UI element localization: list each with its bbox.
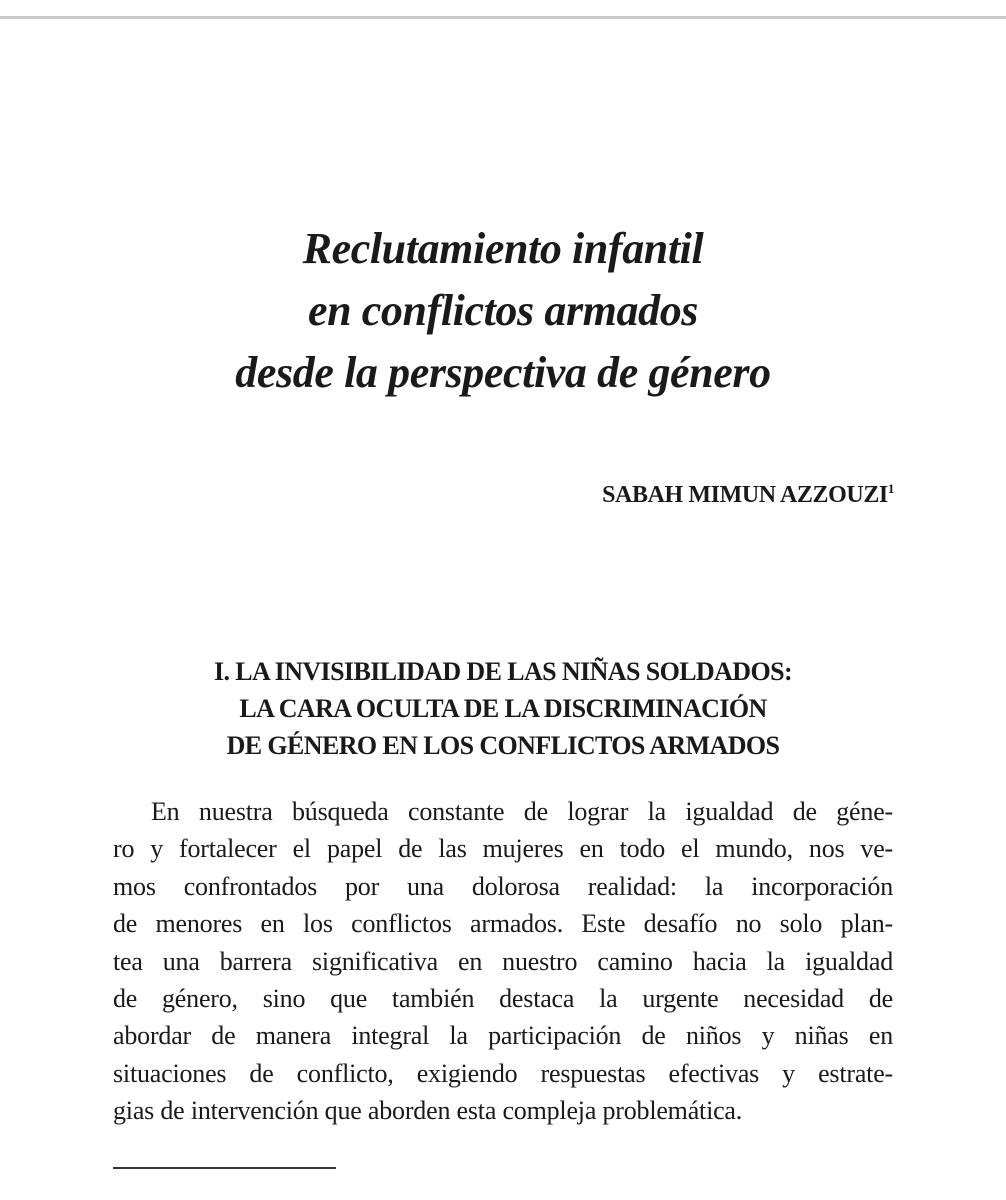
title-line: en conflictos armados bbox=[307, 286, 699, 335]
heading-line: LA CARA OCULTA DE LA DISCRIMINACIÓN bbox=[239, 694, 767, 723]
chapter-title bbox=[0, 218, 1006, 404]
paragraph-line: de menores en los conflictos armados. Este desafío no solo plan- bbox=[113, 909, 893, 939]
paragraph-line: de género, sino que también destaca la urgente necesidad de bbox=[113, 984, 893, 1014]
section-heading bbox=[0, 653, 1006, 764]
paragraph-line: situaciones de conflicto, exigiendo respuestas efectivas y estrate- bbox=[113, 1058, 893, 1088]
paragraph-line: abordar de manera integral la participación de niños y niñas en bbox=[113, 1021, 893, 1051]
heading-line: I. LA INVISIBILIDAD DE LAS NIÑAS SOLDADOS: bbox=[213, 657, 793, 686]
title-line: Reclutamiento infantil bbox=[302, 224, 704, 273]
author-name: SABAH MIMUN AZZOUZI bbox=[602, 482, 888, 508]
paragraph-line: tea una barrera significativa en nuestro camino hacia la igualdad bbox=[113, 946, 893, 976]
author-footnote-marker: 1 bbox=[887, 481, 894, 496]
paragraph-line: mos confrontados por una dolorosa realidad: la incorporación bbox=[113, 871, 893, 901]
author-byline bbox=[602, 482, 894, 509]
body-paragraph bbox=[113, 793, 893, 1130]
paragraph-line: gias de intervención que aborden esta compleja problemática. bbox=[113, 1096, 743, 1126]
page-top-edge bbox=[0, 0, 1006, 19]
paragraph-line: En nuestra búsqueda constante de lograr la igualdad de géne- bbox=[151, 797, 893, 826]
heading-line: DE GÉNERO EN LOS CONFLICTOS ARMADOS bbox=[226, 731, 780, 760]
title-line: desde la perspectiva de género bbox=[235, 348, 771, 397]
footnote-separator bbox=[113, 1167, 336, 1169]
paragraph-line: ro y fortalecer el papel de las mujeres en todo el mundo, nos ve- bbox=[113, 834, 893, 864]
